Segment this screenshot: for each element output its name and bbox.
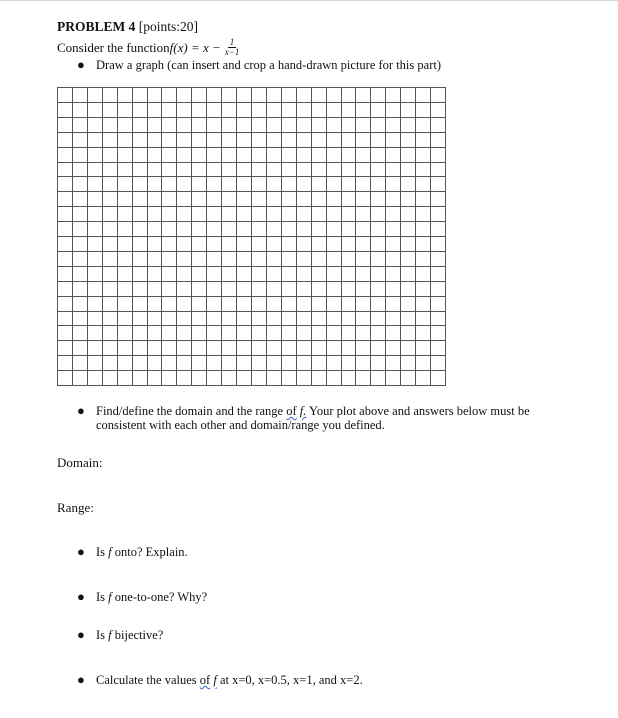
bullet-dot: ● [77,589,85,604]
fraction: $\frac{1}{x-1}$ [224,37,240,57]
page-top-border [0,0,618,1]
graph-grid[interactable] [57,87,446,386]
bullet-onto: Is f onto? Explain. [96,545,188,559]
bullet-dot: ● [77,544,85,559]
bullet-domain-range: Find/define the domain and the range of f. Your plot above and answers below must be consistent with each other and domain/range you defined. [96,404,530,432]
bullet-one-to-one: Is f one-to-one? Why? [96,590,208,604]
domain-label: Domain: [57,455,103,470]
bullet-dot: ● [77,57,85,72]
problem-title: PROBLEM 4 [points:20] [57,19,199,34]
bullet-calculate: Calculate the values of f at x=0, x=0.5, x=1, and x=2. [96,673,363,687]
bullet-draw-graph: Draw a graph (can insert and crop a hand-drawn picture for this part) [96,58,441,72]
bullet-dot: ● [77,672,85,687]
bullet-dot: ● [77,627,85,642]
range-label: Range: [57,500,94,515]
grid-svg [57,87,446,386]
bullet-dot: ● [77,403,85,418]
bullet-bijective: Is f bijective? [96,628,164,642]
function-definition: Consider the function f(x) = x − $\frac{1}{x-1}$ [57,37,240,57]
